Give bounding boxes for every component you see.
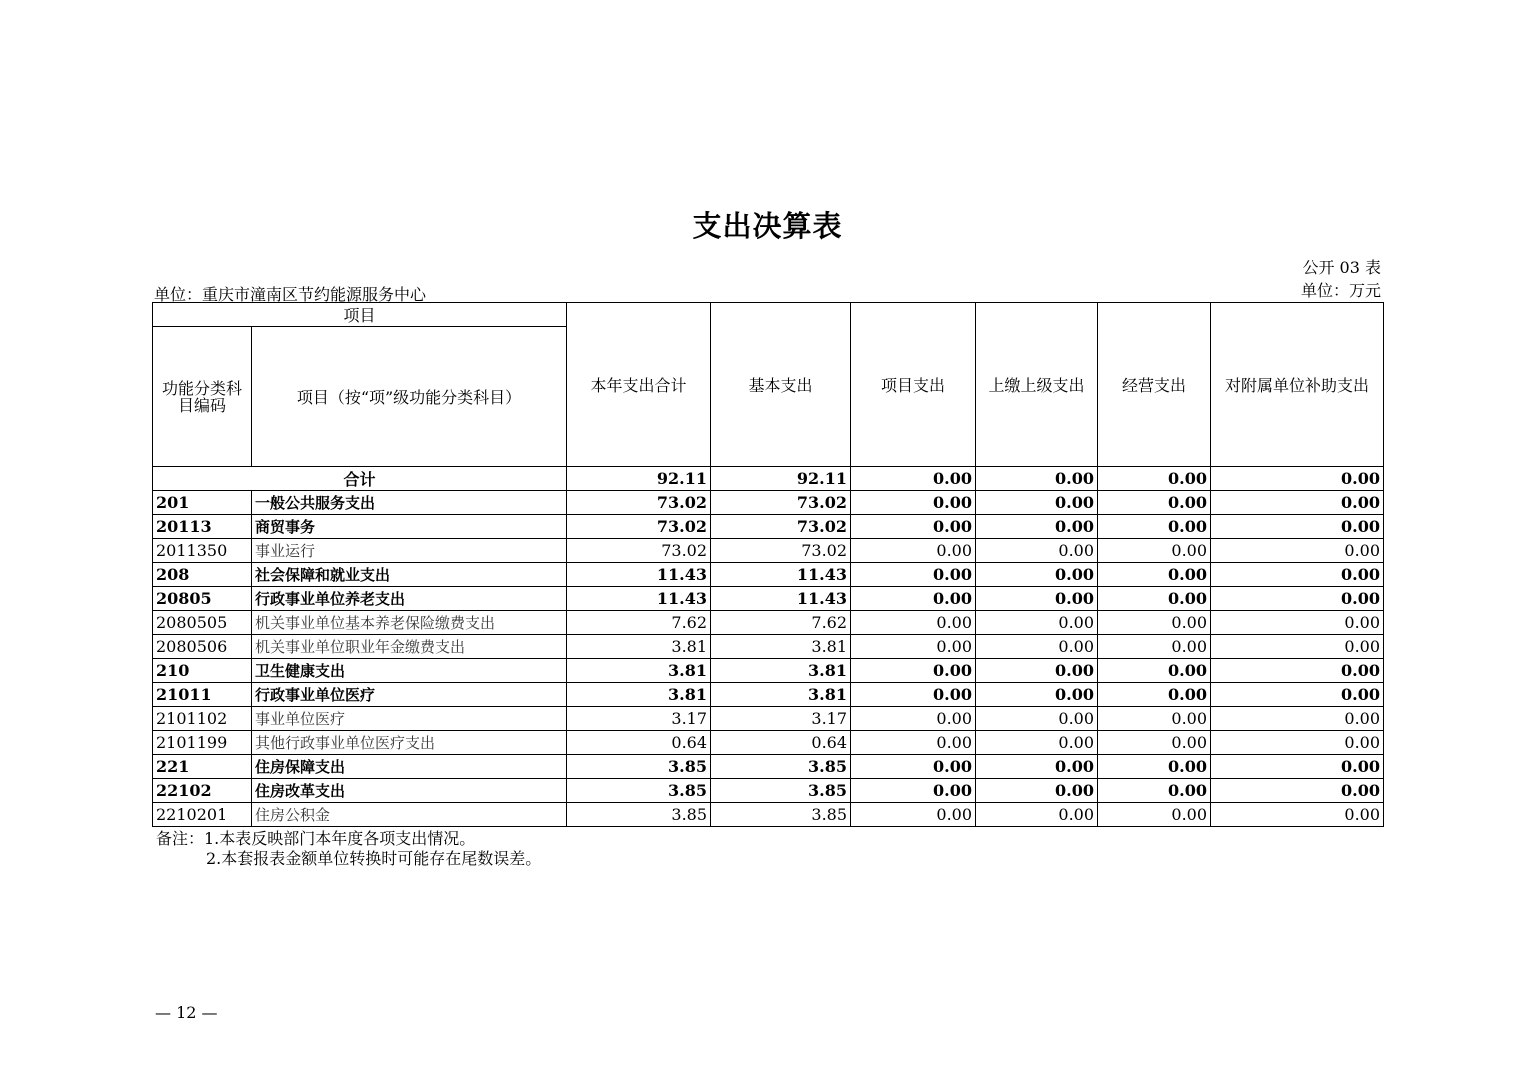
row-value: 0.00	[1098, 563, 1211, 587]
row-value: 3.85	[567, 779, 711, 803]
row-value: 0.00	[851, 803, 976, 827]
note-line-2: 2.本套报表金额单位转换时可能存在尾数误差。	[206, 849, 542, 868]
row-value: 0.00	[1211, 803, 1384, 827]
row-name: 住房公积金	[252, 803, 567, 827]
row-value: 0.00	[1211, 539, 1384, 563]
table-row	[153, 563, 1384, 587]
total-value: 0.00	[851, 467, 976, 491]
table-row	[153, 755, 1384, 779]
row-value: 0.00	[976, 659, 1098, 683]
row-value: 0.00	[1098, 803, 1211, 827]
row-value: 3.17	[567, 707, 711, 731]
row-code: 221	[153, 755, 252, 779]
row-value: 3.81	[711, 635, 851, 659]
row-name: 一般公共服务支出	[252, 491, 567, 515]
row-value: 0.00	[851, 635, 976, 659]
table-row	[153, 803, 1384, 827]
header-subsidiary: 对附属单位补助支出	[1211, 303, 1384, 467]
row-value: 3.81	[711, 683, 851, 707]
total-value: 92.11	[711, 467, 851, 491]
row-code: 22102	[153, 779, 252, 803]
row-value: 0.00	[1098, 659, 1211, 683]
row-value: 3.85	[711, 755, 851, 779]
row-value: 0.00	[1098, 515, 1211, 539]
row-code: 21011	[153, 683, 252, 707]
page-title: 支出决算表	[692, 209, 843, 243]
row-value: 73.02	[711, 491, 851, 515]
expenditure-table	[152, 302, 1384, 827]
row-value: 0.00	[976, 683, 1098, 707]
row-value: 73.02	[711, 539, 851, 563]
table-row	[153, 539, 1384, 563]
row-code: 208	[153, 563, 252, 587]
page-number: — 12 —	[155, 1003, 218, 1022]
row-value: 0.00	[1211, 635, 1384, 659]
row-value: 0.00	[1098, 755, 1211, 779]
row-name: 行政事业单位医疗	[252, 683, 567, 707]
row-code: 2080505	[153, 611, 252, 635]
header-name: 项目（按“项”级功能分类科目）	[252, 327, 567, 467]
row-code: 210	[153, 659, 252, 683]
row-value: 73.02	[711, 515, 851, 539]
row-value: 0.00	[1211, 515, 1384, 539]
row-value: 0.00	[1211, 491, 1384, 515]
total-value: 0.00	[976, 467, 1098, 491]
row-value: 0.00	[851, 779, 976, 803]
table-row	[153, 707, 1384, 731]
row-value: 0.64	[711, 731, 851, 755]
table-row	[153, 659, 1384, 683]
table-row	[153, 491, 1384, 515]
row-value: 0.00	[1098, 635, 1211, 659]
row-code: 2210201	[153, 803, 252, 827]
row-name: 机关事业单位职业年金缴费支出	[252, 635, 567, 659]
row-value: 0.00	[976, 611, 1098, 635]
row-name: 机关事业单位基本养老保险缴费支出	[252, 611, 567, 635]
row-code: 2101199	[153, 731, 252, 755]
row-value: 0.00	[1211, 587, 1384, 611]
row-value: 0.00	[1098, 707, 1211, 731]
table-row	[153, 635, 1384, 659]
row-name: 其他行政事业单位医疗支出	[252, 731, 567, 755]
table-row	[153, 779, 1384, 803]
notes	[156, 829, 541, 869]
row-value: 3.85	[567, 755, 711, 779]
row-value: 0.00	[1211, 707, 1384, 731]
form-code: 公开 03 表	[1302, 258, 1381, 277]
row-value: 0.00	[976, 491, 1098, 515]
row-value: 0.00	[976, 755, 1098, 779]
total-value: 92.11	[567, 467, 711, 491]
row-value: 11.43	[567, 563, 711, 587]
row-name: 社会保障和就业支出	[252, 563, 567, 587]
row-code: 2011350	[153, 539, 252, 563]
row-name: 卫生健康支出	[252, 659, 567, 683]
row-value: 0.00	[976, 563, 1098, 587]
table-row	[153, 611, 1384, 635]
row-value: 0.00	[976, 731, 1098, 755]
row-value: 0.00	[1098, 683, 1211, 707]
row-value: 0.00	[851, 731, 976, 755]
row-code: 2080506	[153, 635, 252, 659]
header-code: 功能分类科目编码	[153, 327, 252, 467]
row-value: 0.00	[976, 587, 1098, 611]
total-value: 0.00	[1211, 467, 1384, 491]
row-value: 7.62	[567, 611, 711, 635]
row-value: 0.00	[851, 683, 976, 707]
table-row	[153, 731, 1384, 755]
row-value: 0.00	[1211, 659, 1384, 683]
row-value: 11.43	[711, 563, 851, 587]
row-value: 73.02	[567, 491, 711, 515]
row-code: 20113	[153, 515, 252, 539]
row-value: 11.43	[567, 587, 711, 611]
row-value: 0.00	[851, 587, 976, 611]
row-value: 3.81	[567, 635, 711, 659]
row-value: 0.00	[851, 563, 976, 587]
total-value: 0.00	[1098, 467, 1211, 491]
row-name: 住房保障支出	[252, 755, 567, 779]
table-row	[153, 515, 1384, 539]
row-value: 0.00	[851, 491, 976, 515]
row-value: 0.00	[1098, 731, 1211, 755]
row-value: 0.00	[976, 515, 1098, 539]
row-name: 事业单位医疗	[252, 707, 567, 731]
row-value: 73.02	[567, 515, 711, 539]
reporting-unit: 单位：重庆市潼南区节约能源服务中心	[154, 285, 427, 304]
row-value: 0.00	[1211, 683, 1384, 707]
row-value: 0.00	[1098, 779, 1211, 803]
row-code: 201	[153, 491, 252, 515]
row-value: 0.00	[851, 707, 976, 731]
row-name: 商贸事务	[252, 515, 567, 539]
note-line-1: 备注：1.本表反映部门本年度各项支出情况。	[156, 829, 476, 848]
table-row	[153, 683, 1384, 707]
row-value: 0.00	[976, 779, 1098, 803]
row-value: 0.00	[851, 611, 976, 635]
row-value: 0.00	[1211, 731, 1384, 755]
row-value: 0.00	[1211, 563, 1384, 587]
row-value: 3.81	[711, 659, 851, 683]
row-value: 3.81	[567, 659, 711, 683]
header-project-exp: 项目支出	[851, 303, 976, 467]
row-value: 0.00	[1211, 779, 1384, 803]
header-basic: 基本支出	[711, 303, 851, 467]
row-value: 0.00	[1098, 587, 1211, 611]
row-code: 20805	[153, 587, 252, 611]
currency-unit: 单位：万元	[1300, 281, 1381, 300]
row-value: 11.43	[711, 587, 851, 611]
row-value: 3.17	[711, 707, 851, 731]
header-upper: 上缴上级支出	[976, 303, 1098, 467]
row-value: 0.00	[976, 803, 1098, 827]
row-value: 3.85	[711, 779, 851, 803]
row-value: 0.00	[851, 659, 976, 683]
row-value: 0.00	[1098, 611, 1211, 635]
row-value: 73.02	[567, 539, 711, 563]
row-value: 3.81	[567, 683, 711, 707]
row-value: 7.62	[711, 611, 851, 635]
row-value: 0.00	[851, 755, 976, 779]
row-value: 0.00	[976, 635, 1098, 659]
total-label: 合计	[153, 467, 567, 491]
row-value: 0.00	[851, 539, 976, 563]
row-name: 事业运行	[252, 539, 567, 563]
header-project: 项目	[153, 303, 567, 327]
row-value: 0.00	[976, 707, 1098, 731]
row-value: 0.64	[567, 731, 711, 755]
row-name: 住房改革支出	[252, 779, 567, 803]
row-value: 0.00	[1098, 539, 1211, 563]
row-value: 0.00	[1098, 491, 1211, 515]
table-row	[153, 587, 1384, 611]
row-code: 2101102	[153, 707, 252, 731]
row-name: 行政事业单位养老支出	[252, 587, 567, 611]
row-value: 0.00	[1211, 755, 1384, 779]
total-row	[153, 467, 1384, 491]
row-value: 0.00	[1211, 611, 1384, 635]
row-value: 0.00	[851, 515, 976, 539]
header-total: 本年支出合计	[567, 303, 711, 467]
row-value: 3.85	[567, 803, 711, 827]
row-value: 0.00	[976, 539, 1098, 563]
header-business: 经营支出	[1098, 303, 1211, 467]
row-value: 3.85	[711, 803, 851, 827]
